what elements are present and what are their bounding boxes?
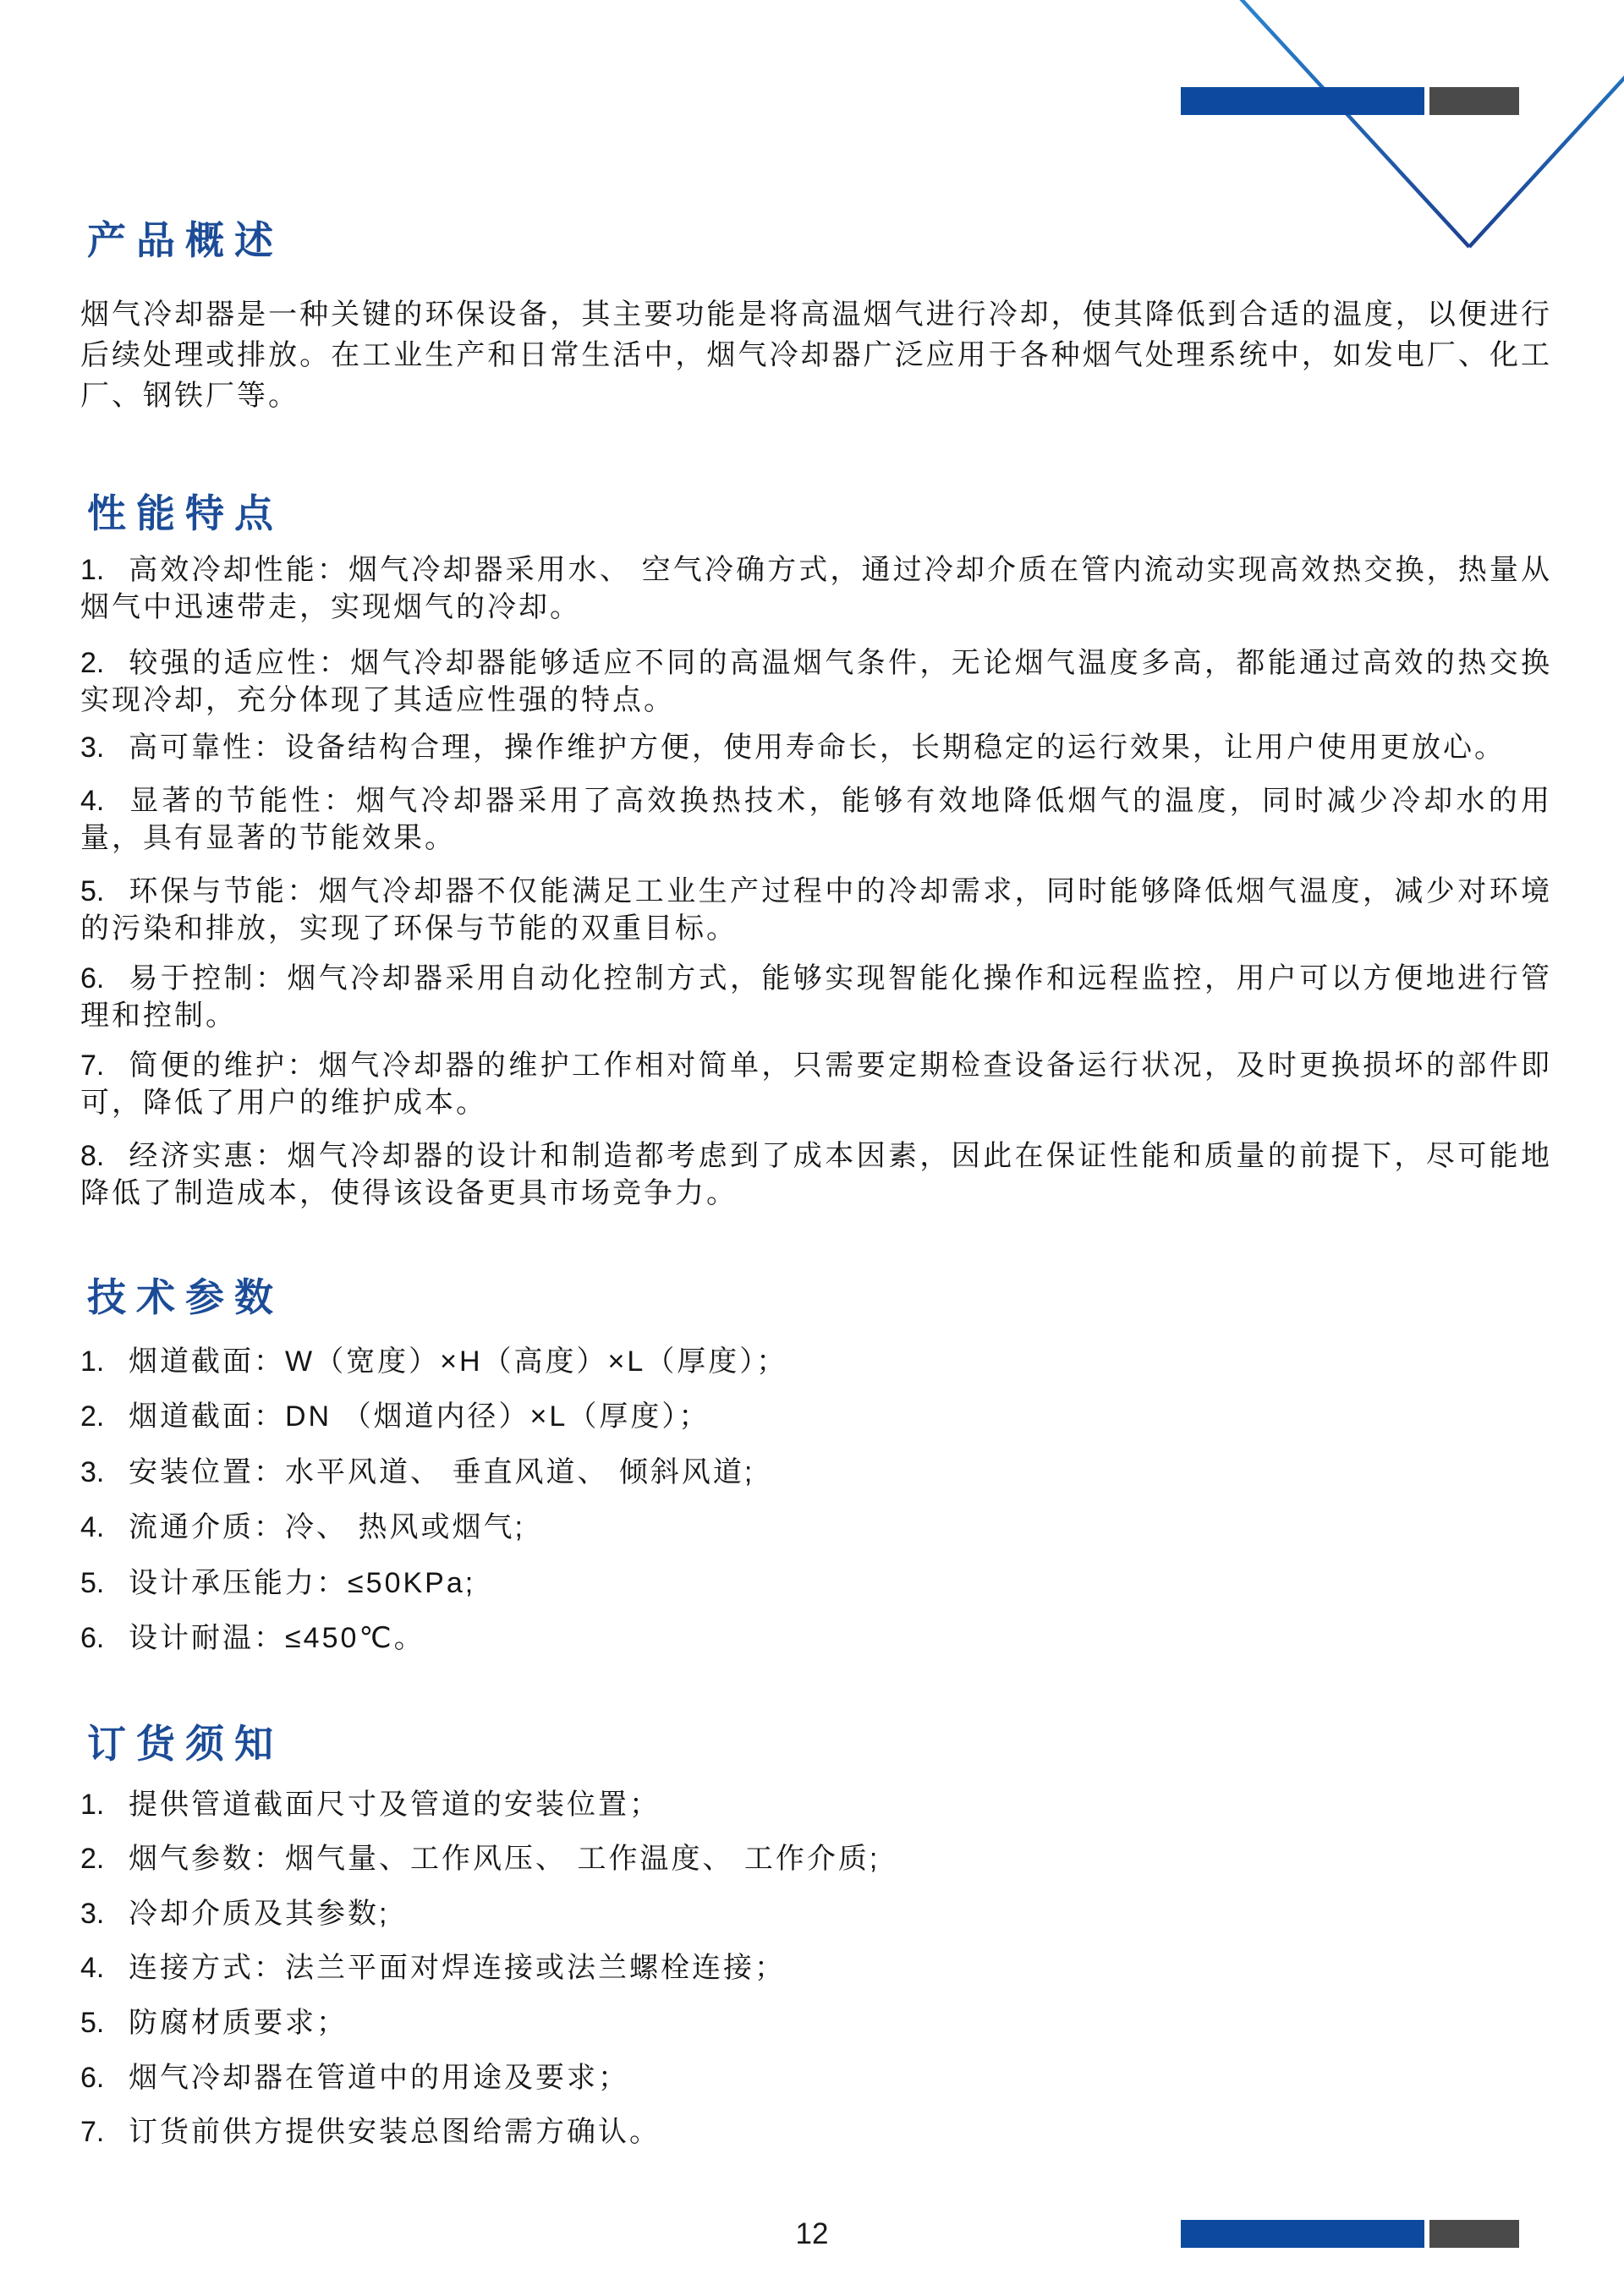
item-text: 防腐材质要求； <box>129 2007 348 2039</box>
tech-item-3 <box>80 1454 1552 1491</box>
order-item-4 <box>80 1949 1552 1986</box>
feature-item-2 <box>80 644 1552 719</box>
item-text: 较强的适应性：烟气冷却器能够适应不同的高温烟气条件，无论烟气温度多高，都能通过高效的热交换实现冷却，充分体现了其适应性强的特点。 <box>80 647 1552 716</box>
item-text: 烟道截面：DN （烟道内径）×L（厚度）； <box>129 1400 710 1433</box>
order-item-2 <box>80 1840 1552 1877</box>
bottom-accent-bar-blue <box>1181 2220 1424 2248</box>
feature-item-7 <box>80 1047 1552 1121</box>
item-text: 易于控制：烟气冷却器采用自动化控制方式，能够实现智能化操作和远程监控，用户可以方便地进行管理和控制。 <box>80 962 1552 1032</box>
item-number: 2. <box>80 1400 105 1433</box>
page-content <box>80 0 1552 2296</box>
item-number: 1. <box>80 1789 105 1821</box>
item-text: 烟道截面：W（宽度）×H（高度）×L（厚度）； <box>129 1345 788 1378</box>
item-number: 4. <box>80 1952 105 1984</box>
section-title-tech-params: 技术参数 <box>87 1275 283 1319</box>
item-number: 5. <box>80 875 105 907</box>
item-text: 显著的节能性：烟气冷却器采用了高效换热技术，能够有效地降低烟气的温度，同时减少冷却水的用量，具有显著的节能效果。 <box>80 785 1552 854</box>
item-number: 1. <box>80 1345 105 1378</box>
bottom-accent-bar-gray <box>1429 2220 1519 2248</box>
feature-item-8 <box>80 1137 1552 1212</box>
item-number: 2. <box>80 1843 105 1875</box>
section-title-overview: 产品概述 <box>87 218 283 262</box>
item-text: 设计耐温：≤450℃。 <box>129 1622 425 1654</box>
order-item-1 <box>80 1786 1552 1823</box>
item-number: 6. <box>80 2062 105 2094</box>
item-text: 高可靠性：设备结构合理，操作维护方便，使用寿命长，长期稳定的运行效果，让用户使用更放心。 <box>129 732 1506 764</box>
order-item-7 <box>80 2113 1552 2151</box>
order-item-5 <box>80 2004 1552 2041</box>
item-number: 7. <box>80 1049 105 1082</box>
page-number: 12 <box>795 2217 829 2250</box>
item-number: 6. <box>80 1622 105 1654</box>
item-number: 5. <box>80 2007 105 2039</box>
item-text: 流通介质：冷、 热风或烟气; <box>129 1511 525 1543</box>
item-number: 3. <box>80 732 105 764</box>
tech-item-2 <box>80 1398 1552 1435</box>
overview-paragraph: 烟气冷却器是一种关键的环保设备，其主要功能是将高温烟气进行冷却，使其降低到合适的温度，以便进行后续处理或排放。在工业生产和日常生活中，烟气冷却器广泛应用于各种烟气处理系统中，如发电厂、化工厂、钢铁厂等。 <box>80 299 1552 412</box>
item-number: 1. <box>80 554 105 586</box>
item-text: 经济实惠：烟气冷却器的设计和制造都考虑到了成本因素，因此在保证性能和质量的前提下，尽可能地降低了制造成本，使得该设备更具市场竞争力。 <box>80 1140 1552 1209</box>
item-number: 5. <box>80 1567 105 1599</box>
tech-item-1 <box>80 1343 1552 1380</box>
item-number: 8. <box>80 1140 105 1172</box>
item-number: 2. <box>80 647 105 679</box>
tech-item-5 <box>80 1564 1552 1602</box>
item-text: 提供管道截面尺寸及管道的安装位置； <box>129 1789 661 1821</box>
item-text: 订货前供方提供安装总图给需方确认。 <box>129 2116 661 2148</box>
item-number: 3. <box>80 1456 105 1488</box>
order-item-6 <box>80 2059 1552 2096</box>
item-text: 环保与节能：烟气冷却器不仅能满足工业生产过程中的冷却需求，同时能够降低烟气温度，减少对环境的污染和排放，实现了环保与节能的双重目标。 <box>80 875 1552 945</box>
item-text: 简便的维护：烟气冷却器的维护工作相对简单，只需要定期检查设备运行状况，及时更换损坏的部件即可，降低了用户的维护成本。 <box>80 1049 1552 1119</box>
item-text: 烟气冷却器在管道中的用途及要求； <box>129 2062 629 2094</box>
item-number: 4. <box>80 1511 105 1543</box>
feature-item-1 <box>80 551 1552 626</box>
item-text: 连接方式：法兰平面对焊连接或法兰螺栓连接； <box>129 1952 786 1984</box>
feature-item-5 <box>80 873 1552 947</box>
item-text: 设计承压能力：≤50KPa; <box>129 1567 476 1599</box>
feature-item-4 <box>80 782 1552 857</box>
item-text: 安装位置：水平风道、 垂直风道、 倾斜风道; <box>129 1456 755 1488</box>
item-text: 烟气参数：烟气量、工作风压、 工作温度、 工作介质; <box>129 1843 881 1875</box>
item-number: 6. <box>80 962 105 995</box>
feature-item-3 <box>80 729 1552 766</box>
tech-item-4 <box>80 1509 1552 1546</box>
item-number: 3. <box>80 1898 105 1930</box>
section-title-ordering: 订货须知 <box>87 1722 283 1766</box>
item-number: 7. <box>80 2116 105 2148</box>
feature-item-6 <box>80 960 1552 1034</box>
item-text: 冷却介质及其参数; <box>129 1898 390 1930</box>
item-text: 高效冷却性能：烟气冷却器采用水、 空气冷确方式，通过冷却介质在管内流动实现高效热交换，热量从烟气中迅速带走，实现烟气的冷却。 <box>80 554 1552 623</box>
tech-item-6 <box>80 1619 1552 1657</box>
item-number: 4. <box>80 785 105 817</box>
order-item-3 <box>80 1895 1552 1932</box>
section-title-features: 性能特点 <box>87 491 283 535</box>
